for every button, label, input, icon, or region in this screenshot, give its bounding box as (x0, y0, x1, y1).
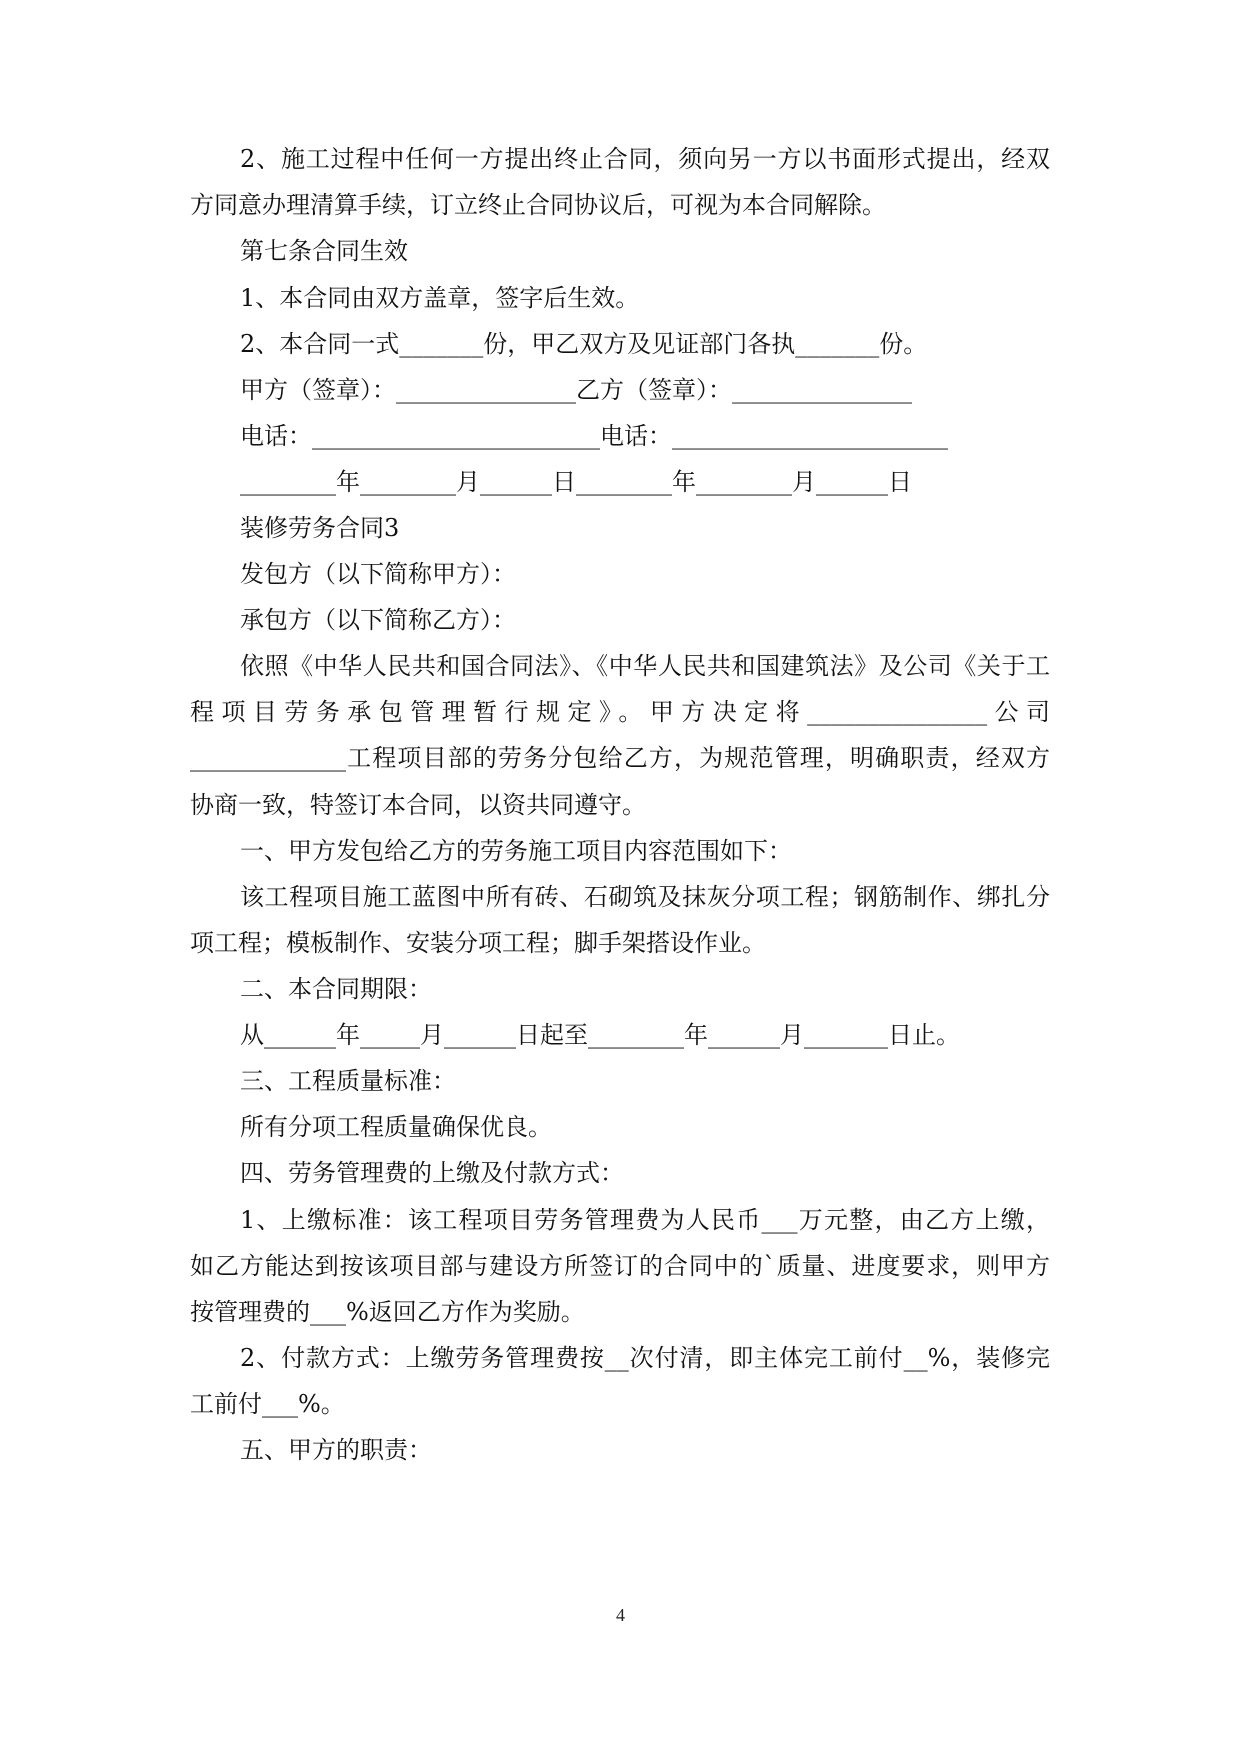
section-heading: 二、本合同期限： (240, 975, 432, 1003)
party-line: 发包方（以下简称甲方）： (240, 560, 516, 588)
section-heading: 五、甲方的职责： (240, 1436, 432, 1464)
paragraph-line: 2、施工过程中任何一方提出终止合同，须向另一方以书面形式提出，经双 (240, 145, 1050, 173)
paragraph-line: 依照《中华人民共和国合同法》、《中华人民共和国建筑法》及公司《关于工 (240, 652, 1050, 680)
paragraph-line: 该工程项目施工蓝图中所有砖、石砌筑及抹灰分项工程；钢筋制作、绑扎分 (240, 883, 1050, 911)
paragraph-line: 工前付___%。 (190, 1390, 345, 1418)
party-line: 承包方（以下简称乙方）： (240, 606, 516, 634)
paragraph-line: 所有分项工程质量确保优良。 (240, 1113, 552, 1141)
paragraph-line: 从______年_____月______日起至________年______月_______日止。 (240, 1021, 960, 1049)
contract-title: 装修劳务合同3 (240, 514, 400, 542)
paragraph-line: 2、付款方式：上缴劳务管理费按__次付清，即主体完工前付__%，装修完 (240, 1344, 1050, 1372)
paragraph-line: 项工程；模板制作、安装分项工程；脚手架搭设作业。 (190, 929, 766, 957)
paragraph-line: 如乙方能达到按该项目部与建设方所签订的合同中的`质量、进度要求，则甲方 (190, 1252, 1050, 1280)
paragraph-line: 1、本合同由双方盖章，签字后生效。 (240, 284, 640, 312)
phone-line: 电话：________________________电话：_______________________ (240, 422, 948, 450)
signature-line: 甲方（签章）：_______________乙方（签章）：_______________ (240, 376, 912, 404)
paragraph-line: 程项目劳务承包管理暂行规定》。甲方决定将_______________公司 (190, 698, 1050, 726)
paragraph-line: 方同意办理清算手续，订立终止合同协议后，可视为本合同解除。 (190, 191, 886, 219)
section-heading: 四、劳务管理费的上缴及付款方式： (240, 1159, 624, 1187)
paragraph-line: 协商一致，特签订本合同，以资共同遵守。 (190, 791, 646, 819)
paragraph-line: _____________工程项目部的劳务分包给乙方，为规范管理，明确职责，经双方 (190, 744, 1050, 772)
paragraph-line: 2、本合同一式_______份，甲乙双方及见证部门各执_______份。 (240, 330, 928, 358)
date-line: ________年________月______日________年________月______日 (240, 468, 912, 496)
section-heading: 三、工程质量标准： (240, 1067, 456, 1095)
section-heading: 一、甲方发包给乙方的劳务施工项目内容范围如下： (240, 837, 792, 865)
section-heading: 第七条合同生效 (240, 237, 408, 265)
page-number: 4 (616, 1605, 625, 1625)
paragraph-line: 1、上缴标准：该工程项目劳务管理费为人民币___万元整，由乙方上缴， (240, 1206, 1050, 1234)
paragraph-line: 按管理费的___%返回乙方作为奖励。 (190, 1298, 585, 1326)
